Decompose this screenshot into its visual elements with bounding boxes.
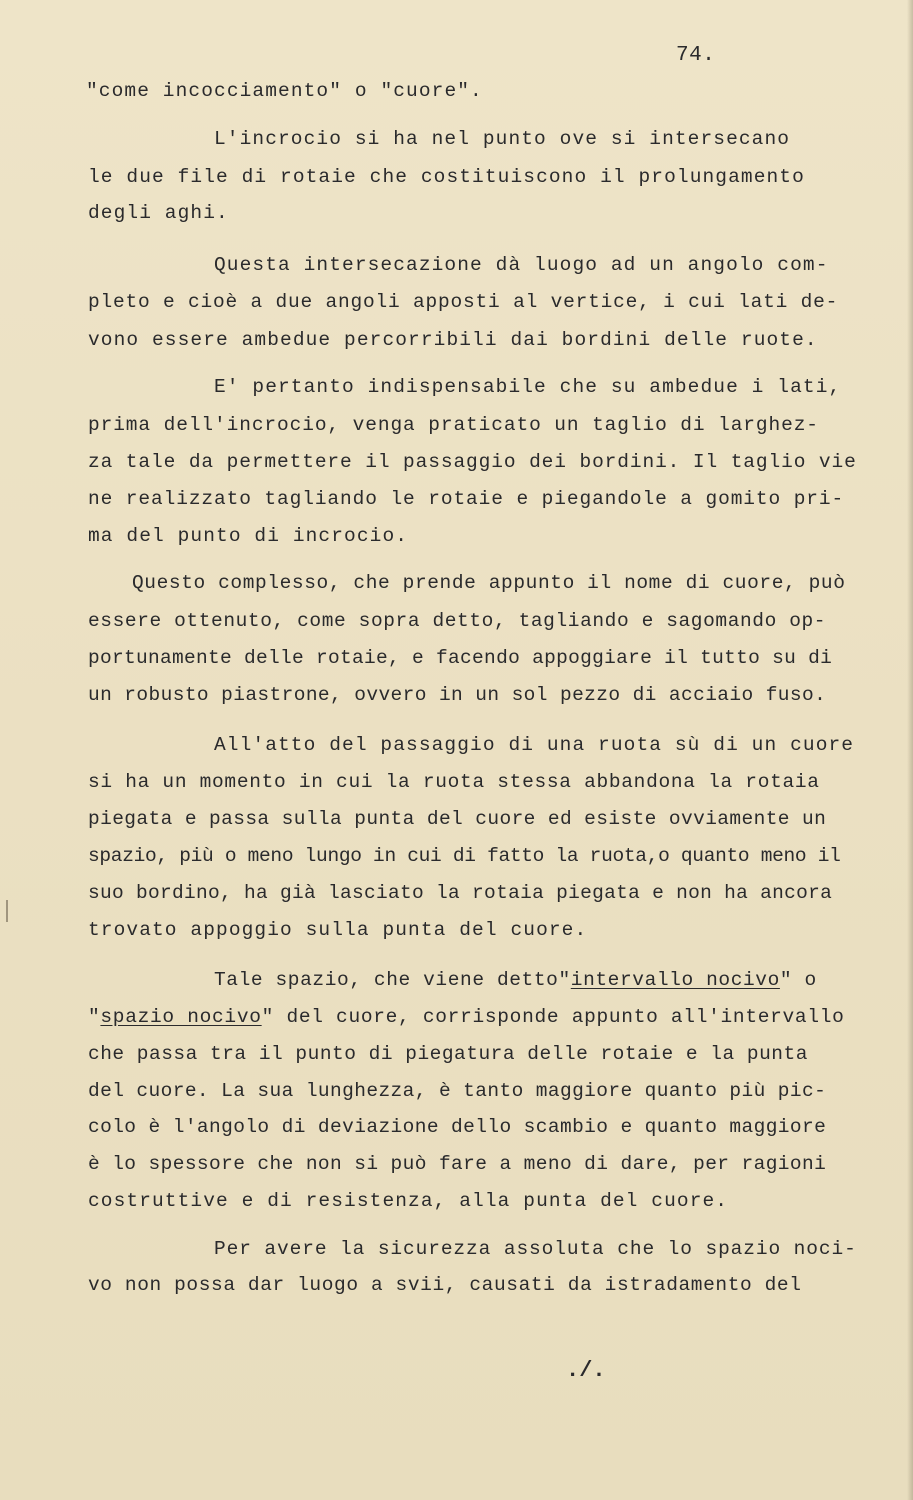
text-line: Per avere la sicurezza assoluta che lo spazio noci-	[214, 1238, 857, 1260]
text-line: "come incocciamento" o "cuore".	[86, 80, 483, 102]
text-line	[88, 1008, 845, 1028]
underlined-term: intervallo nocivo	[570, 969, 780, 991]
text-line: prima dell'incrocio, venga praticato un taglio di larghez-	[88, 414, 819, 436]
text-line: un robusto piastrone, ovvero in un sol pezzo di acciaio fuso.	[88, 684, 827, 706]
text-line: pleto e cioè a due angoli apposti al vertice, i cui lati de-	[88, 291, 839, 313]
page-number: 74.	[676, 44, 716, 67]
text-line: essere ottenuto, come sopra detto, tagliando e sagomando op-	[88, 610, 827, 632]
text-line: All'atto del passaggio di una ruota sù di un cuore	[214, 734, 855, 756]
text-line: piegata e passa sulla punta del cuore ed esiste ovviamente un	[88, 808, 827, 830]
text-line	[214, 971, 817, 991]
text-line: ma del punto di incrocio.	[88, 525, 409, 547]
text-line: Questo complesso, che prende appunto il nome di cuore, può	[132, 572, 846, 594]
text-line: Questa intersecazione dà luogo ad un angolo com-	[214, 254, 829, 276]
text-line: vo non possa dar luogo a svii, causati da istradamento del	[88, 1274, 802, 1296]
underlined-term: spazio nocivo	[100, 1006, 262, 1028]
text-segment: "	[88, 1006, 101, 1028]
text-line: che passa tra il punto di piegatura delle rotaie e la punta	[88, 1043, 808, 1065]
text-line: si ha un momento in cui la ruota stessa abbandona la rotaia	[88, 771, 820, 793]
text-line: E' pertanto indispensabile che su ambedue i lati,	[214, 376, 842, 398]
text-line: colo è l'angolo di deviazione dello scambio e quanto maggiore	[88, 1116, 827, 1138]
text-line: costruttive e di resistenza, alla punta del cuore.	[88, 1190, 729, 1212]
text-segment: Tale spazio, che viene detto"	[214, 969, 571, 991]
text-line: è lo spessore che non si può fare a meno di dare, per ragioni	[88, 1153, 827, 1175]
text-line: trovato appoggio sulla punta del cuore.	[88, 919, 588, 941]
text-line: ne realizzato tagliando le rotaie e piegandole a gomito pri-	[88, 488, 845, 510]
text-line: le due file di rotaie che costituiscono il prolungamento	[88, 166, 805, 188]
text-line: del cuore. La sua lunghezza, è tanto maggiore quanto più pic-	[88, 1080, 827, 1102]
text-line: za tale da permettere il passaggio dei bordini. Il taglio vie	[88, 451, 857, 473]
text-line: vono essere ambedue percorribili dai bordini delle ruote.	[88, 329, 818, 351]
text-line: degli aghi.	[88, 202, 229, 224]
continuation-mark: ./.	[566, 1358, 606, 1383]
page-edge-shadow	[907, 0, 913, 1500]
text-line: L'incrocio si ha nel punto ove si intersecano	[214, 128, 791, 150]
text-segment: " del cuore, corrisponde appunto all'intervallo	[261, 1006, 845, 1028]
text-line: spazio, più o meno lungo in cui di fatto la ruota,o quanto meno il	[88, 845, 841, 867]
margin-mark	[6, 900, 8, 922]
text-segment: " o	[779, 969, 817, 991]
text-line: portunamente delle rotaie, e facendo appoggiare il tutto su di	[88, 647, 833, 669]
text-line: suo bordino, ha già lasciato la rotaia piegata e non ha ancora	[88, 882, 833, 904]
